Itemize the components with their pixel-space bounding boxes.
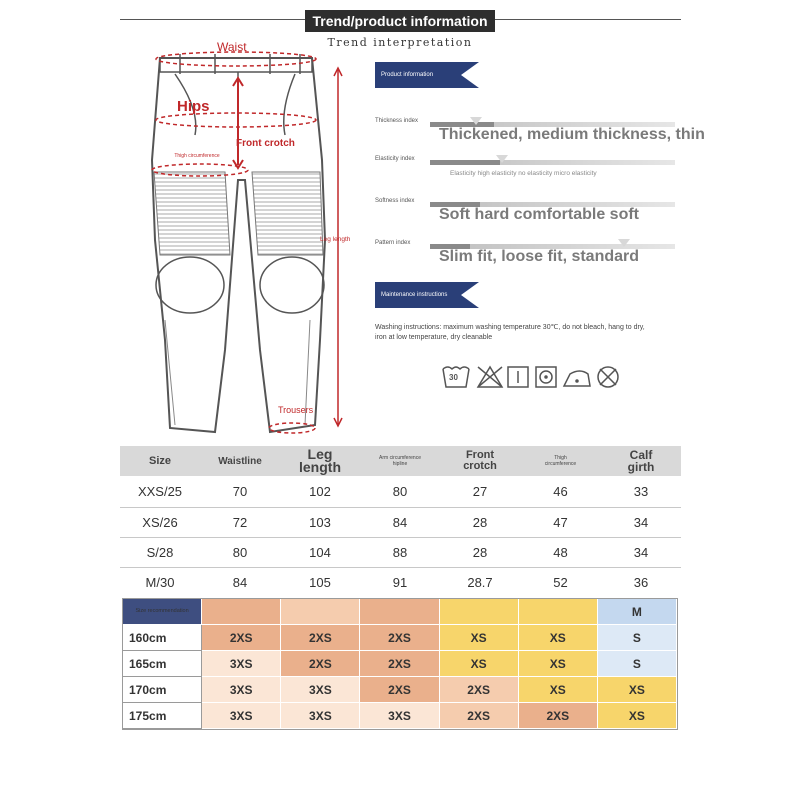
size-cell: 3XS [281, 703, 360, 729]
size-cell: 2XS [281, 625, 360, 651]
header-line-right [495, 19, 681, 20]
size-cell: XS [519, 677, 598, 703]
header-subtitle: Trend interpretation [327, 36, 473, 49]
pattern-marker-icon [618, 239, 630, 247]
leg-length-header: Leg length [299, 446, 341, 475]
cell-hipline: 91 [392, 574, 408, 590]
size-cell: 3XS [202, 651, 281, 677]
size-row-1 [120, 476, 681, 506]
size-cell: 2XS [360, 625, 439, 651]
cell-waistline: 72 [232, 514, 248, 530]
header-cell [440, 599, 519, 625]
size-cell: XS [519, 651, 598, 677]
waistline-header: Waistline [218, 455, 262, 467]
size-cell: 2XS [440, 677, 519, 703]
hipline-header: Arm circumference hipline [379, 455, 421, 467]
cell-size: M/30 [145, 574, 175, 590]
size-row-3 [120, 537, 681, 567]
elasticity-value: Elasticity high elasticity no elasticity micro elasticity [450, 170, 597, 177]
size-cell: XS [598, 677, 677, 703]
leg-length-label: Leg length [320, 236, 351, 243]
cell-thigh: 46 [553, 483, 568, 499]
recommendation-row-165 [123, 651, 677, 677]
cell-size: S/28 [146, 544, 174, 560]
size-row-2 [120, 507, 681, 537]
cell-calf: 34 [633, 514, 649, 530]
size-cell: 2XS [202, 625, 281, 651]
dry-clean-icon [598, 367, 618, 387]
softness-value: Soft hard comfortable soft [439, 206, 640, 223]
size-cell: 3XS [202, 703, 281, 729]
header-cell [519, 599, 598, 625]
size-cell: XS [519, 625, 598, 651]
cell-leg-length: 104 [309, 544, 331, 560]
header-cell [202, 599, 281, 625]
size-cell: S [598, 625, 677, 651]
cell-leg-length: 102 [309, 483, 331, 499]
size-cell: S [598, 651, 677, 677]
hips-label: Hips [177, 98, 210, 115]
care-symbols [442, 364, 632, 390]
hang-dry-icon [508, 367, 528, 387]
size-cell: 3XS [202, 677, 281, 703]
elasticity-index-label: Elasticity index [375, 156, 415, 162]
maintenance-banner-text: Maintenance instructions [381, 291, 448, 298]
cell-hipline: 80 [392, 483, 408, 499]
recommendation-row-160 [123, 625, 677, 651]
size-cell: 3XS [281, 677, 360, 703]
size-table-header [120, 446, 681, 476]
pattern-index-label: Pattern index [375, 240, 411, 246]
cell-front-crotch: 27 [472, 483, 488, 499]
front-crotch-label: Front crotch [236, 138, 295, 149]
recommendation-row-170 [123, 677, 677, 703]
size-cell: 2XS [519, 703, 598, 729]
header-cell [360, 599, 439, 625]
cell-leg-length: 105 [309, 574, 331, 590]
front-crotch-header: Front crotch [463, 449, 497, 472]
cell-hipline: 84 [392, 514, 408, 530]
cell-calf: 36 [633, 574, 649, 590]
size-cell: XS [598, 703, 677, 729]
waist-label: Waist [217, 40, 247, 54]
header-line-left [120, 19, 305, 20]
recommendation-corner: Size recommendation [123, 599, 202, 625]
size-cell: 2XS [360, 677, 439, 703]
elasticity-bar [430, 160, 675, 165]
height-cell: 175cm [123, 703, 202, 729]
trousers-label: Trousers [278, 405, 314, 415]
cell-front-crotch: 28 [472, 514, 488, 530]
cell-hipline: 88 [392, 544, 408, 560]
elasticity-bar-fill [430, 160, 500, 165]
cell-waistline: 70 [232, 483, 248, 499]
thickness-index-label: Thickness index [375, 118, 419, 124]
recommendation-header-row [123, 599, 677, 625]
thigh-header: Thigh circumference [544, 455, 577, 467]
cell-size: XS/26 [142, 514, 178, 530]
pattern-value: Slim fit, loose fit, standard [439, 248, 640, 265]
wash-temp-label: 30 [449, 373, 458, 382]
size-recommendation-table [122, 598, 678, 730]
cell-size: XXS/25 [137, 483, 183, 499]
size-cell: XS [440, 625, 519, 651]
cell-calf: 33 [633, 483, 649, 499]
header-cell-m: M [598, 599, 677, 625]
cell-calf: 34 [633, 544, 649, 560]
cell-front-crotch: 28 [472, 544, 488, 560]
cell-waistline: 84 [232, 574, 248, 590]
cell-thigh: 47 [553, 514, 568, 530]
calf-girth-header: Calf girth [627, 448, 655, 474]
cell-front-crotch: 28.7 [467, 574, 493, 590]
header-title: Trend/product information [305, 10, 495, 32]
no-bleach-icon [478, 367, 502, 387]
softness-index-label: Softness index [375, 198, 415, 204]
cell-waistline: 80 [232, 544, 248, 560]
tumble-dry-icon [536, 367, 556, 387]
size-cell: 2XS [281, 651, 360, 677]
recommendation-row-175 [123, 703, 677, 729]
size-cell: 2XS [440, 703, 519, 729]
height-cell: 165cm [123, 651, 202, 677]
iron-low-icon [564, 371, 590, 386]
size-cell: 2XS [360, 651, 439, 677]
cell-leg-length: 103 [309, 514, 331, 530]
pants-diagram [120, 40, 370, 440]
washing-instructions: Washing instructions: maximum washing temperature 30℃, do not bleach, hang to dry, iron at low temperature, dry cleanable [375, 324, 645, 341]
product-info-banner-text: Product information [381, 71, 434, 78]
care-symbols-svg [442, 364, 632, 390]
size-cell: XS [440, 651, 519, 677]
size-header: Size [148, 455, 171, 467]
size-cell: 3XS [360, 703, 439, 729]
height-cell: 170cm [123, 677, 202, 703]
thickness-value: Thickened, medium thickness, thin [439, 126, 705, 143]
cell-thigh: 48 [553, 544, 568, 560]
cell-thigh: 52 [553, 574, 568, 590]
elasticity-index [375, 156, 675, 170]
height-cell: 160cm [123, 625, 202, 651]
product-info-banner [375, 62, 479, 88]
elasticity-marker-icon [496, 155, 508, 163]
maintenance-banner [375, 282, 479, 308]
header-cell [281, 599, 360, 625]
size-row-4 [120, 567, 681, 597]
thigh-label: Thigh circumference [174, 153, 220, 159]
thickness-marker-icon [470, 117, 482, 125]
